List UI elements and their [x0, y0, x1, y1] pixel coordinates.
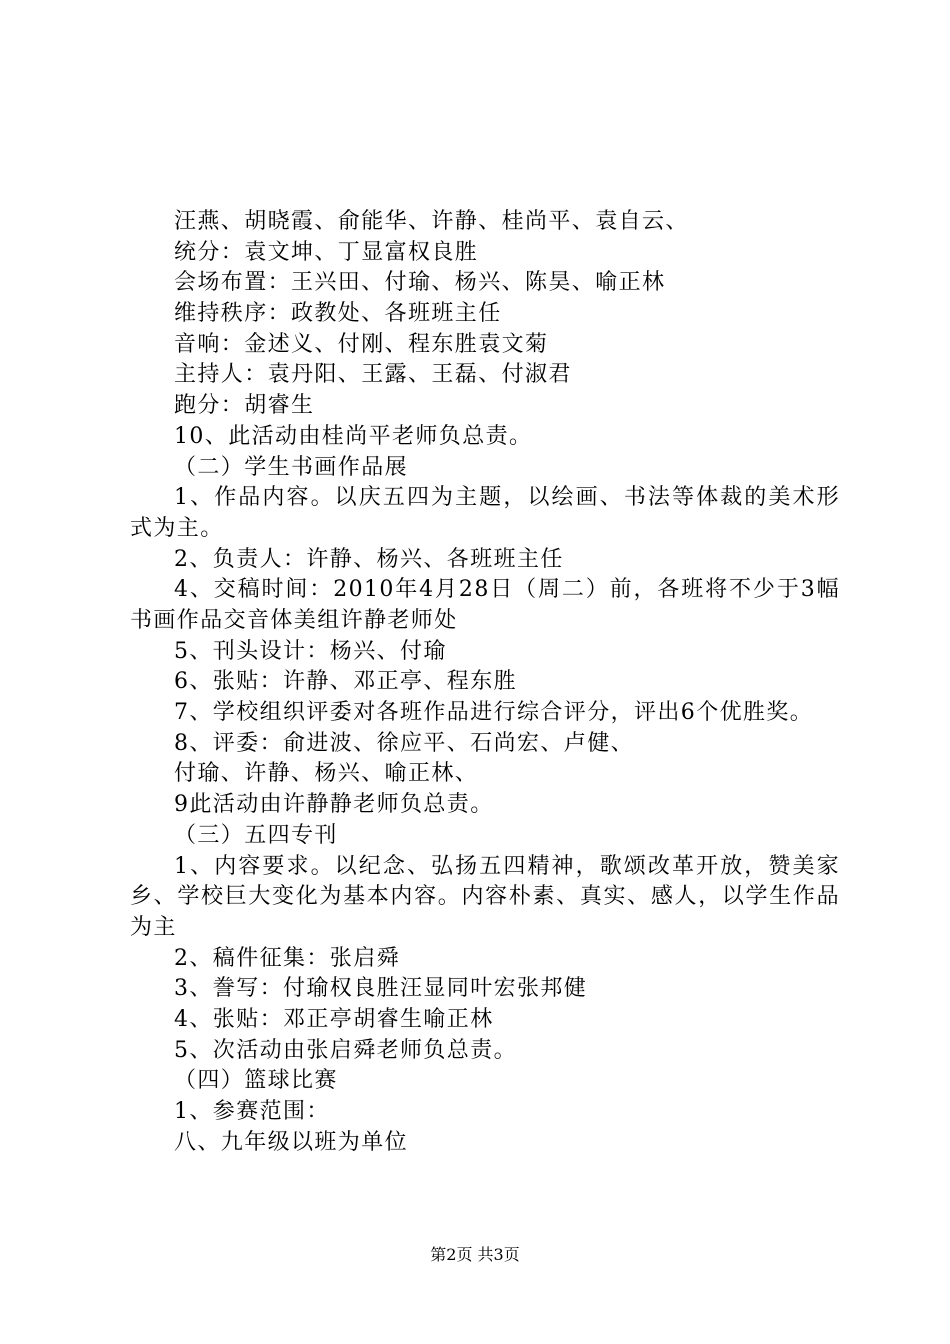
paragraph: 4、交稿时间：2010年4月28日（周二）前，各班将不少于3幅书画作品交音体美组许静老师处: [130, 577, 840, 633]
section-heading: （四）篮球比赛: [174, 1068, 338, 1094]
text-line: 汪燕、胡晓霞、俞能华、许静、桂尚平、袁自云、: [174, 209, 689, 234]
text-line: 9此活动由许静静老师负总责。: [174, 792, 494, 818]
text-line: 5、刊头设计：杨兴、付瑜: [174, 638, 447, 664]
text-line: 3、誊写：付瑜权良胜汪显同叶宏张邦健: [174, 976, 588, 1002]
page-number-footer: 第2页 共3页: [430, 1245, 520, 1264]
text-line: 6、张贴：许静、邓正亭、程东胜: [174, 669, 517, 695]
text-line: 付瑜、许静、杨兴、喻正林、: [174, 761, 479, 787]
text-line: 2、稿件征集：张启舜: [174, 945, 400, 971]
text-line: 维持秩序：政教处、各班班主任: [174, 301, 502, 327]
text-line: 1、参赛范围：: [174, 1099, 330, 1125]
paragraph: 1、内容要求。以纪念、弘扬五四精神，歌颂改革开放，赞美家乡、学校巨大变化为基本内容。内容朴素、真实、感人，以学生作品为主: [130, 853, 840, 940]
text-line: 8、评委：俞进波、徐应平、石尚宏、卢健、: [174, 730, 634, 756]
text-line: 2、负责人：许静、杨兴、各班班主任: [174, 546, 564, 572]
text-line: 音响：金述义、付刚、程东胜袁文菊: [174, 331, 549, 357]
text-line: 会场布置：王兴田、付瑜、杨兴、陈昊、喻正林: [174, 270, 666, 296]
text-line: 4、张贴：邓正亭胡睿生喻正林: [174, 1007, 494, 1032]
text-line: 10、此活动由桂尚平老师负总责。: [174, 423, 533, 449]
paragraph: 1、作品内容。以庆五四为主题，以绘画、书法等体裁的美术形式为主。: [130, 485, 840, 541]
section-heading: （二）学生书画作品展: [174, 454, 409, 480]
section-heading: （三）五四专刊: [174, 822, 338, 848]
text-line: 主持人：袁丹阳、王露、王磊、付淑君: [174, 362, 572, 388]
document-body: [130, 207, 840, 1158]
text-line: 5、次活动由张启舜老师负总责。: [174, 1037, 517, 1063]
text-line: 八、九年级以班为单位: [174, 1129, 409, 1155]
text-line: 跑分：胡睿生: [174, 393, 315, 419]
text-line: 统分：袁文坤、丁显富权良胜: [174, 239, 479, 265]
paragraph: 7、学校组织评委对各班作品进行综合评分，评出6个优胜奖。: [174, 700, 814, 726]
